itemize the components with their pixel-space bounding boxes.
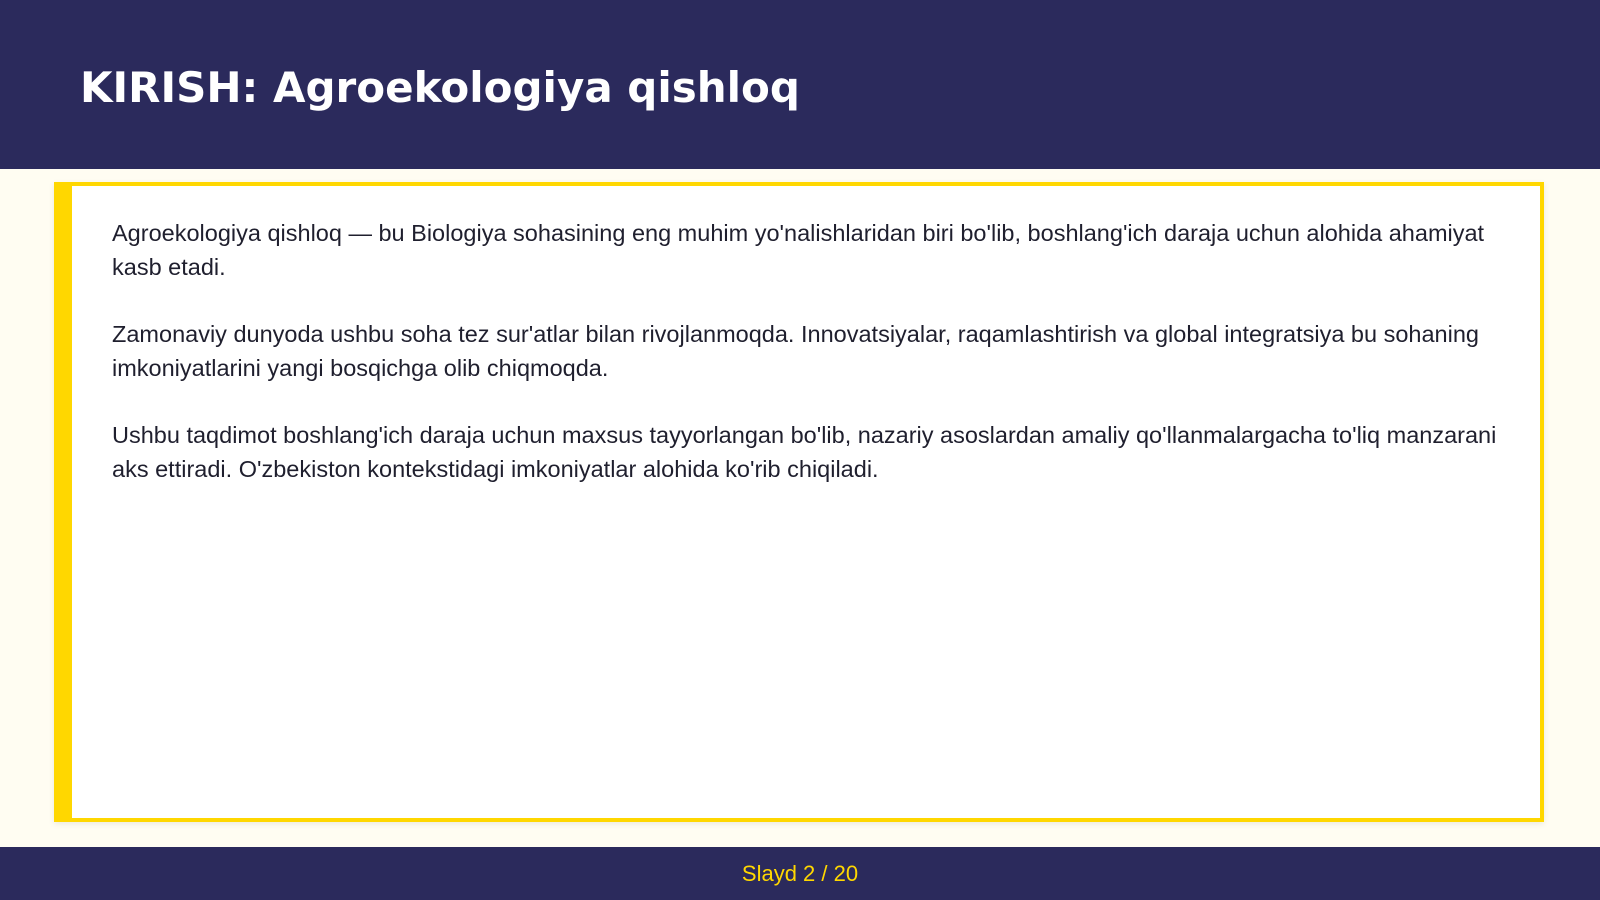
slide-footer [0, 847, 1600, 900]
content-paragraphs [112, 216, 1500, 519]
slide-header [0, 0, 1600, 169]
paragraph-presentation-scope: Ushbu taqdimot boshlang'ich daraja uchun maxsus tayyorlangan bo'lib, nazariy asoslardan amaliy qo'llanmalargacha to'liq manzarani aks ettiradi. O'zbekiston kontekstidagi imkoniyatlar alohida ko'rib chiqiladi. [112, 422, 1497, 482]
content-card [54, 182, 1544, 822]
paragraph-intro: Agroekologiya qishloq — bu Biologiya sohasining eng muhim yo'nalishlaridan biri bo'lib, boshlang'ich daraja uchun alohida ahamiyat kasb etadi. [112, 220, 1485, 280]
paragraph-modern-world: Zamonaviy dunyoda ushbu soha tez sur'atlar bilan rivojlanmoqda. Innovatsiyalar, raqamlashtirish va global integratsiya bu sohaning imkoniyatlarini yangi bosqichga olib chiqmoqda. [112, 321, 1479, 381]
slide-title: KIRISH: Agroekologiya qishloq [80, 63, 800, 112]
slide-number: Slayd 2 / 20 [741, 860, 859, 886]
